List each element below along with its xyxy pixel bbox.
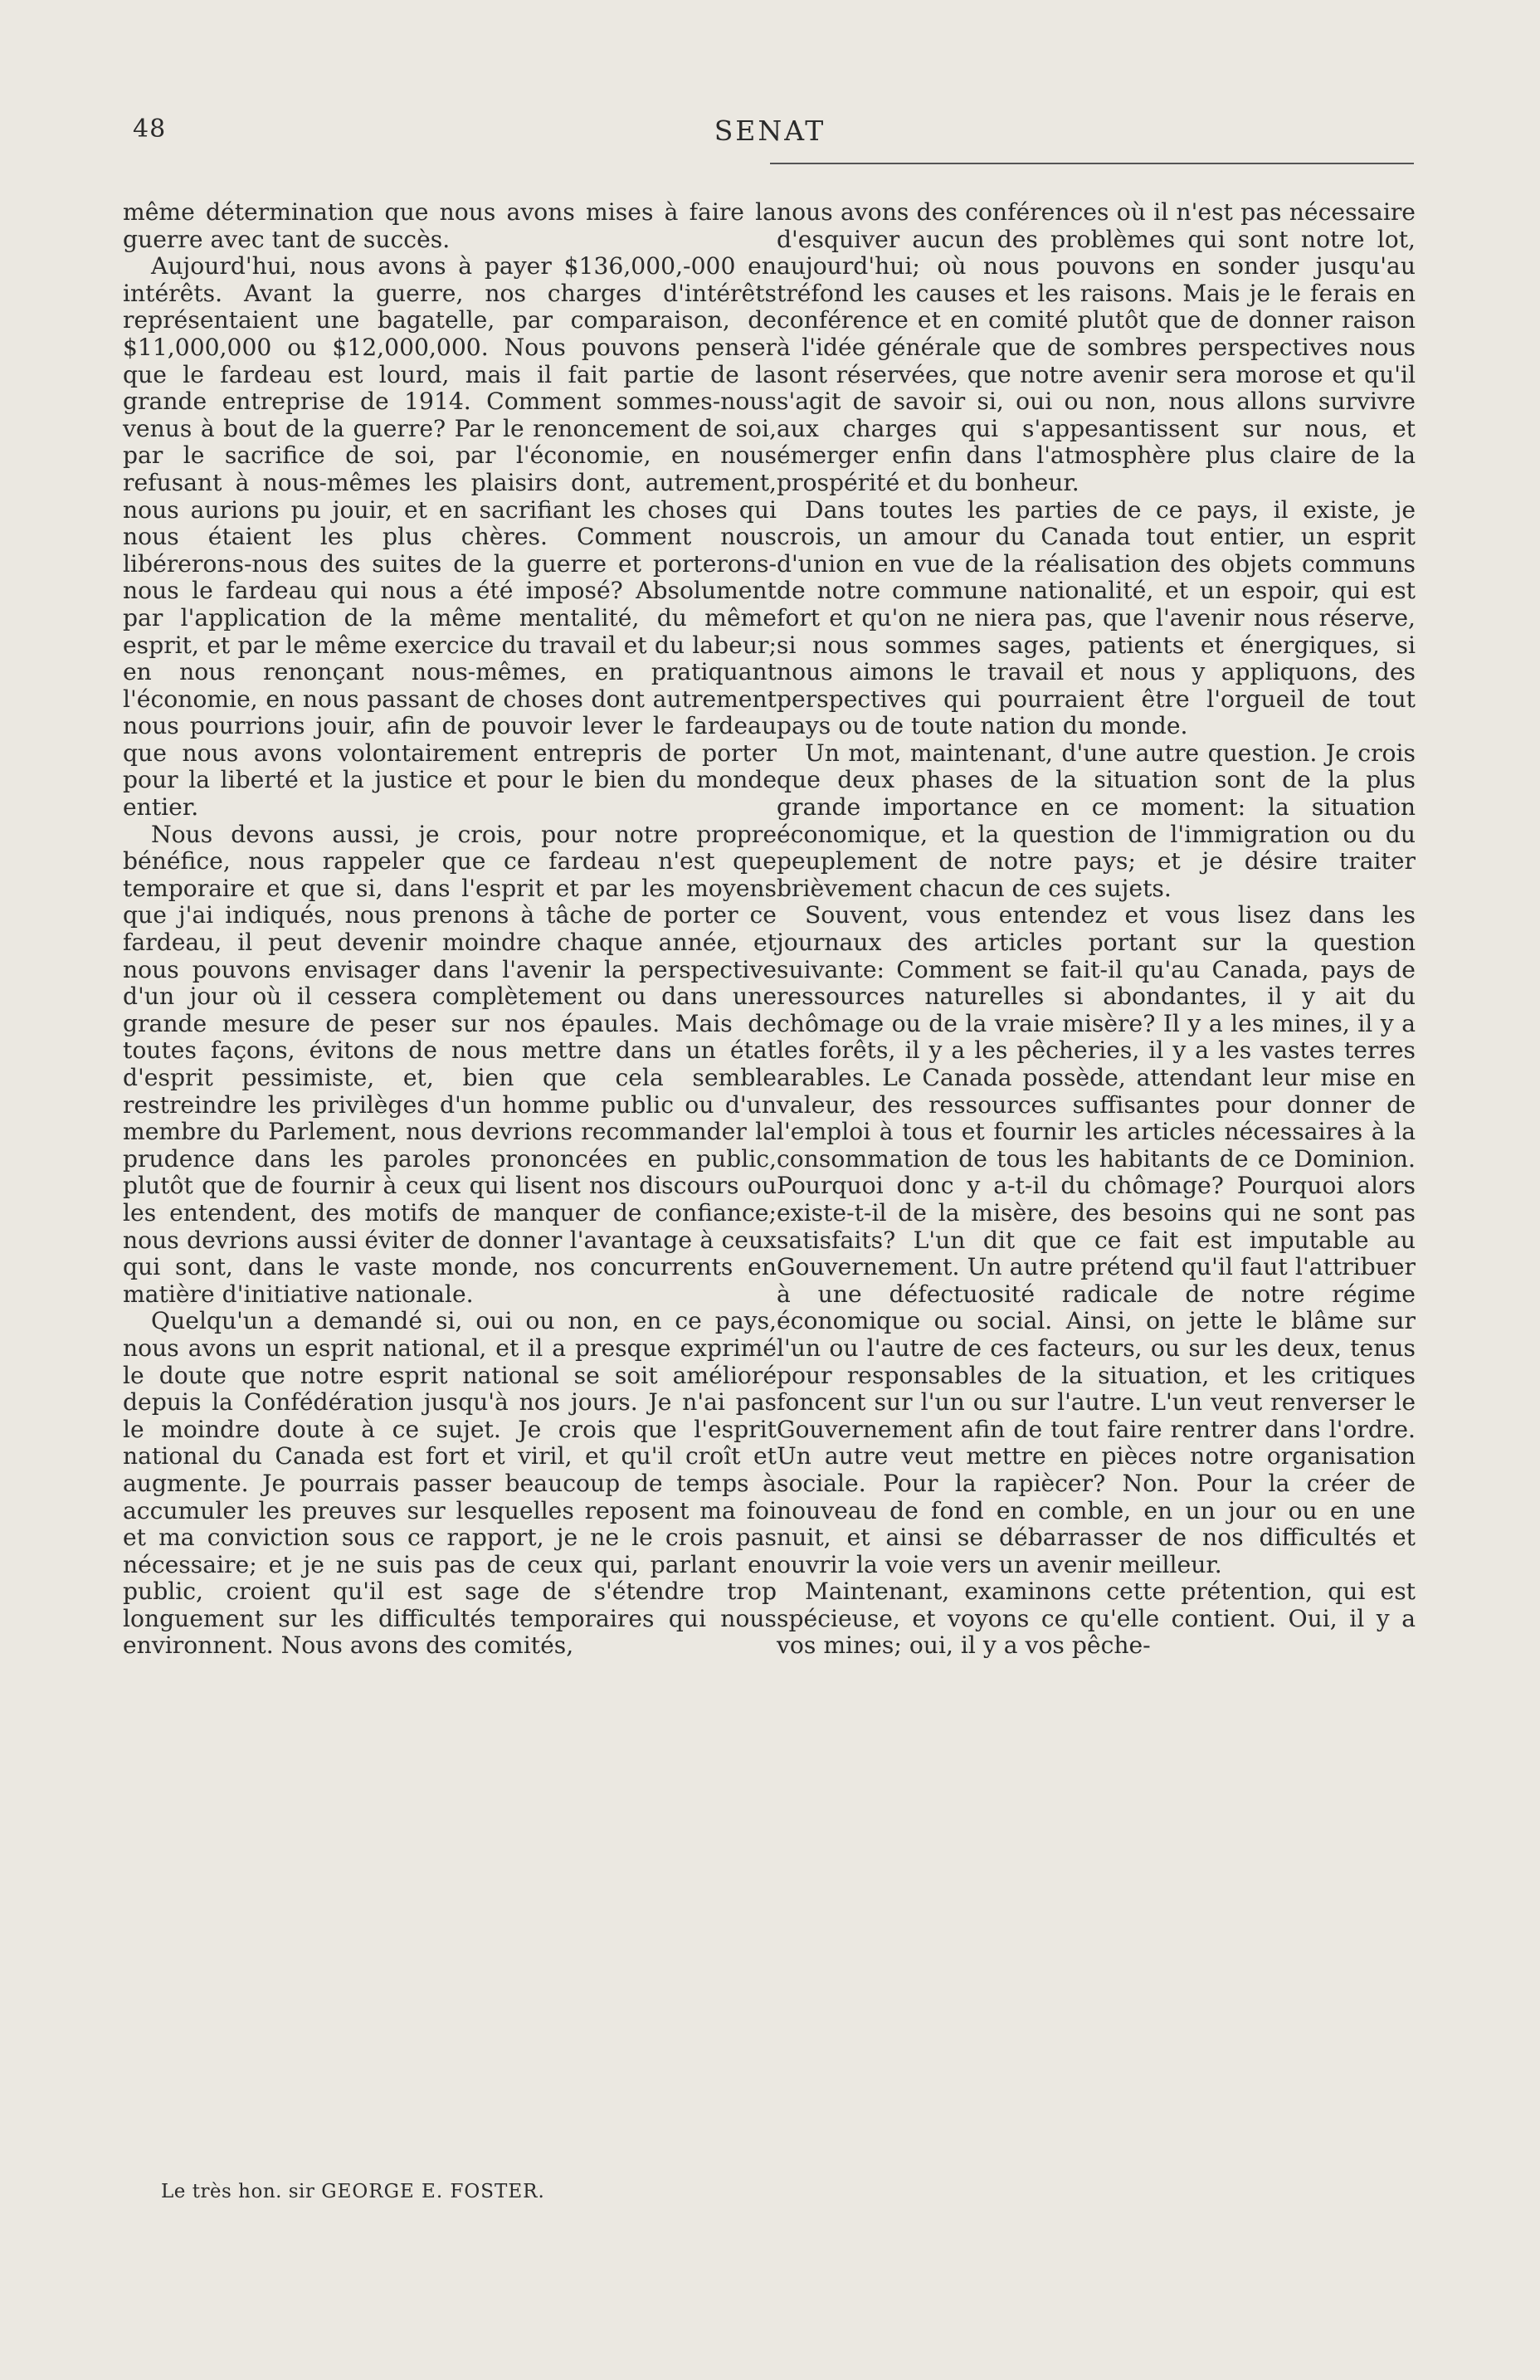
left-column	[123, 199, 777, 1660]
paragraph: Aujourd'hui, nous avons à payer $136,000,-000 en intérêts. Avant la guerre, nos charges d'intérêts représentaient une bagatelle, par comparaison, de $11,000,000 ou $12,000,000. Nous pouvons penser que le fardeau est lourd, mais il fait partie de la grande entreprise de 1914. Comment sommes-nous venus à bout de la guerre? Par le renoncement de soi, par le sacrifice de soi, par l'économie, en nous refusant à nous-mêmes les plaisirs dont, autrement, nous aurions pu jouir, et en sacrifiant les choses qui nous étaient les plus chères. Comment nous libérerons-nous des suites de la guerre et porterons-nous le fardeau qui nous a été imposé? Absolument par l'application de la même mentalité, du même esprit, et par le même exercice du travail et du labeur; en nous renonçant nous-mêmes, en pratiquant l'économie, en nous passant de choses dont autrement nous pourrions jouir, afin de pouvoir lever le fardeau que nous avons volontairement entrepris de porter pour la liberté et la justice et pour le bien du monde entier.	[123, 252, 777, 822]
paragraph: Maintenant, examinons cette prétention, qui est spécieuse, et voyons ce qu'elle contient. Oui, il y a vos mines; oui, il y a vos pêche-	[777, 1578, 1416, 1660]
page-number: 48	[133, 115, 167, 144]
paragraph: Quelqu'un a demandé si, oui ou non, en ce pays, nous avons un esprit national, et il a presque exprimé le doute que notre esprit national se soit amélioré depuis la Confédération jusqu'à nos jours. Je n'ai pas le moindre doute à ce sujet. Je crois que l'esprit national du Canada est fort et viril, et qu'il croît et augmente. Je pourrais passer beaucoup de temps à accumuler les preuves sur lesquelles reposent ma foi et ma conviction sous ce rapport, je ne le crois pas nécessaire; et je ne suis pas de ceux qui, parlant en public, croient qu'il est sage de s'étendre trop longuement sur les difficultés temporaires qui nous environnent. Nous avons des comités,	[123, 1307, 777, 1660]
right-column	[777, 199, 1416, 1660]
paragraph: nous avons des conférences où il n'est pas nécessaire d'esquiver aucun des problèmes qui sont notre lot, aujourd'hui; où nous pouvons en sonder jusqu'au tréfond les causes et les raisons. Mais je le ferais en conférence et en comité plutôt que de donner raison à l'idée générale que de sombres perspectives nous sont réservées, que notre avenir sera morose et qu'il s'agit de savoir si, oui ou non, nous allons survivre aux charges qui s'appesantissent sur nous, et émerger enfin dans l'atmosphère plus claire de la prospérité et du bonheur.	[777, 198, 1416, 496]
header-rule	[770, 163, 1414, 164]
running-header-title: SENAT	[714, 115, 826, 147]
speaker-name: GEORGE E. FOSTER.	[321, 2181, 545, 2202]
paragraph: Souvent, vous entendez et vous lisez dans les journaux des articles portant sur la question suivante: Comment se fait-il qu'au Canada, pays de ressources naturelles si abondantes, il y ait du chômage ou de la vraie misère? Il y a les mines, il y a les forêts, il y a les pêcheries, il y a les vastes terres arables. Le Canada possède, attendant leur mise en valeur, des ressources suffisantes pour donner de l'emploi à tous et fournir les articles nécessaires à la consommation de tous les habitants de ce Dominion. Pourquoi donc y a-t-il du chômage? Pourquoi alors existe-t-il de la misère, des besoins qui ne sont pas satisfaits? L'un dit que ce fait est imputable au Gouvernement. Un autre prétend qu'il faut l'attribuer à une défectuosité radicale de notre régime économique ou social. Ainsi, on jette le blâme sur l'un ou l'autre de ces facteurs, ou sur les deux, tenus pour responsables de la situation, et les critiques foncent sur l'un ou sur l'autre. L'un veut renverser le Gouvernement afin de tout faire rentrer dans l'ordre. Un autre veut mettre en pièces notre organisation sociale. Pour la rapiècer? Non. Pour la créer de nouveau de fond en comble, en un jour ou en une nuit, et ainsi se débarrasser de nos difficultés et ouvrir la voie vers un avenir meilleur.	[777, 901, 1416, 1578]
paragraph: Dans toutes les parties de ce pays, il existe, je crois, un amour du Canada tout entier, un esprit d'union en vue de la réalisation des objets communs de notre commune nationalité, et un espoir, qui est fort et qu'on ne niera pas, que l'avenir nous réserve, si nous sommes sages, patients et énergiques, si nous aimons le travail et nous y appliquons, des perspectives qui pourraient être l'orgueil de tout pays ou de toute nation du monde.	[777, 495, 1416, 740]
paragraph: Un mot, maintenant, d'une autre question. Je crois que deux phases de la situation sont de la plus grande importance en ce moment: la situation économique, et la question de l'immigration ou du peuplement de notre pays; et je désire traiter brièvement chacun de ces sujets.	[777, 739, 1416, 902]
paragraph: Nous devons aussi, je crois, pour notre propre bénéfice, nous rappeler que ce fardeau n'est que temporaire et que si, dans l'esprit et par les moyens que j'ai indiqués, nous prenons à tâche de porter ce fardeau, il peut devenir moindre chaque année, et nous pouvons envisager dans l'avenir la perspective d'un jour où il cessera complètement ou dans une grande mesure de peser sur nos épaules. Mais de toutes façons, évitons de nous mettre dans un état d'esprit pessimiste, et, bien que cela semble restreindre les privilèges d'un homme public ou d'un membre du Parlement, nous devrions recommander la prudence dans les paroles prononcées en public, plutôt que de fournir à ceux qui lisent nos discours ou les entendent, des motifs de manquer de confiance; nous devrions aussi éviter de donner l'avantage à ceux qui sont, dans le vaste monde, nos concurrents en matière d'initiative nationale.	[123, 820, 777, 1308]
paragraph: même détermination que nous avons mises à faire la guerre avec tant de succès.	[123, 198, 777, 253]
speaker-prefix: Le très hon. sir	[161, 2181, 315, 2202]
speaker-footer	[161, 2181, 545, 2202]
